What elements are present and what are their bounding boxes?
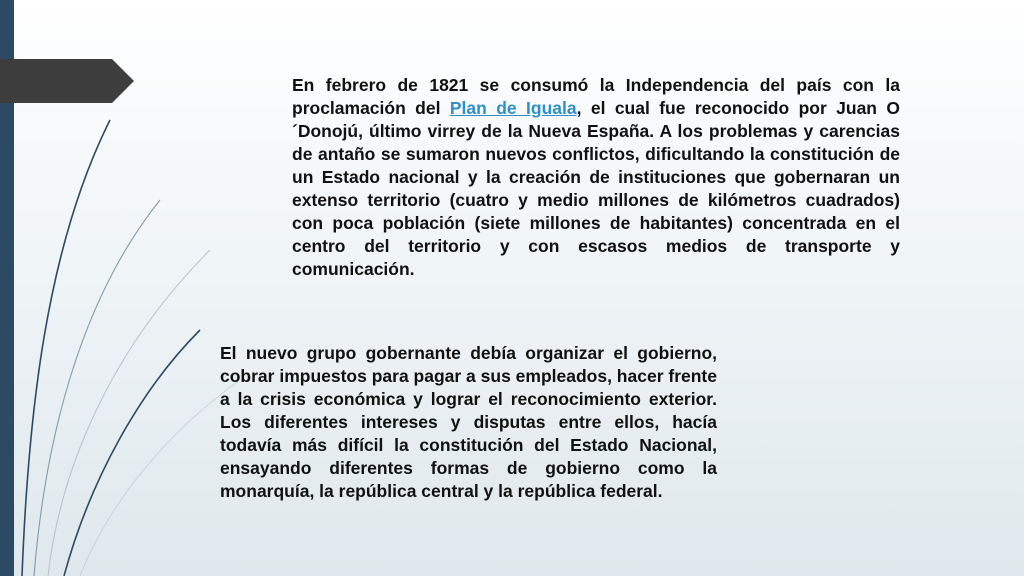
paragraph-new-government: El nuevo grupo gobernante debía organizar el gobierno, cobrar impuestos para pagar a sus empleados, hacer frente a la crisis económica y lograr el reconocimiento exterior. Los diferentes intereses y disputas entre ellos, hacía todavía más difícil la constitución del Estado Nacional, ensayando diferentes formas de gobierno como la monarquía, la república central y la república federal. — [220, 343, 717, 501]
paragraph-1-text-end: , el cual fue reconocido por Juan O´Donojú, último virrey de la Nueva España. A los problemas y carencias de antaño se sumaron nuevos conflictos, dificultando la constitución de un Estado nacional y la creación de instituciones que gobernaran un extenso territorio (cuatro y medio millones de kilómetros cuadrados) con poca población (siete millones de habitantes) concentrada en el centro del territorio y con escasos medios de transporte y comunicación. — [292, 98, 900, 279]
paragraph-1-text-start: En febrero de 1821 se consumó la Independencia del país con la proclamación del — [292, 75, 900, 118]
paragraph-independence — [292, 74, 900, 281]
title-tab-shape — [0, 59, 134, 103]
plan-de-iguala-link[interactable]: Plan de Iguala — [449, 98, 577, 118]
